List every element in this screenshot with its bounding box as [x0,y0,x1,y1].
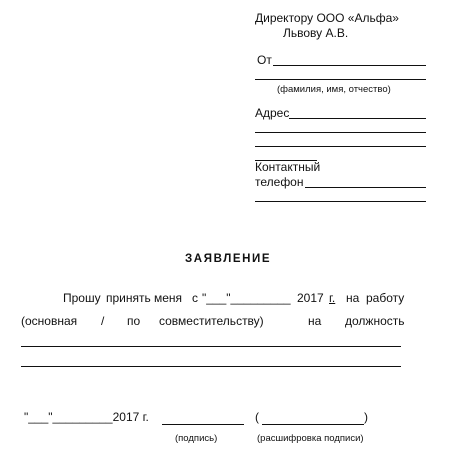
addressee-name: Львову А.В. [283,26,349,40]
addressee-line: Директору ООО «Альфа» [255,11,399,25]
position-field-line-1[interactable] [21,346,401,347]
contact-label: Контактный [255,160,321,174]
decoding-close-paren: ) [364,410,368,424]
address-field-line-3[interactable] [255,146,426,147]
body-word: с [192,291,198,305]
body-word: на [346,291,360,305]
phone-label: телефон [255,175,304,189]
from-field-line-2[interactable] [255,79,426,80]
address-label: Адрес [255,106,290,120]
body-word: принять [106,291,151,305]
body-word: на [308,314,322,328]
from-label: От [257,53,272,67]
body-year: 2017 [297,291,324,305]
body-word: по [127,314,141,328]
body-word: / [101,314,105,328]
decoding-open-paren: ( [255,410,259,424]
decoding-line[interactable] [262,424,364,425]
body-word: должность [345,314,405,328]
body-word: (основная [21,314,78,328]
body-word: совместительству) [159,314,264,328]
signature-line[interactable] [162,424,244,425]
phone-field-line-1[interactable] [305,187,426,188]
body-word: работу [366,291,405,305]
signature-caption: (подпись) [175,433,218,444]
body-word: Прошу [63,291,101,305]
decoding-caption: (расшифровка подписи) [257,433,364,444]
body-word: г. [329,291,336,305]
document-title: ЗАЯВЛЕНИЕ [185,253,272,265]
body-word: меня [154,291,183,305]
phone-field-line-2[interactable] [255,201,426,202]
address-field-line-1[interactable] [289,118,426,119]
fio-caption: (фамилия, имя, отчество) [277,84,391,95]
from-field-line-1[interactable] [273,65,426,66]
start-date-field[interactable]: "___"_________ [202,291,291,305]
position-field-line-2[interactable] [21,366,401,367]
signature-date-field[interactable]: "___"_________2017 г. [24,410,149,424]
address-field-line-2[interactable] [255,132,426,133]
